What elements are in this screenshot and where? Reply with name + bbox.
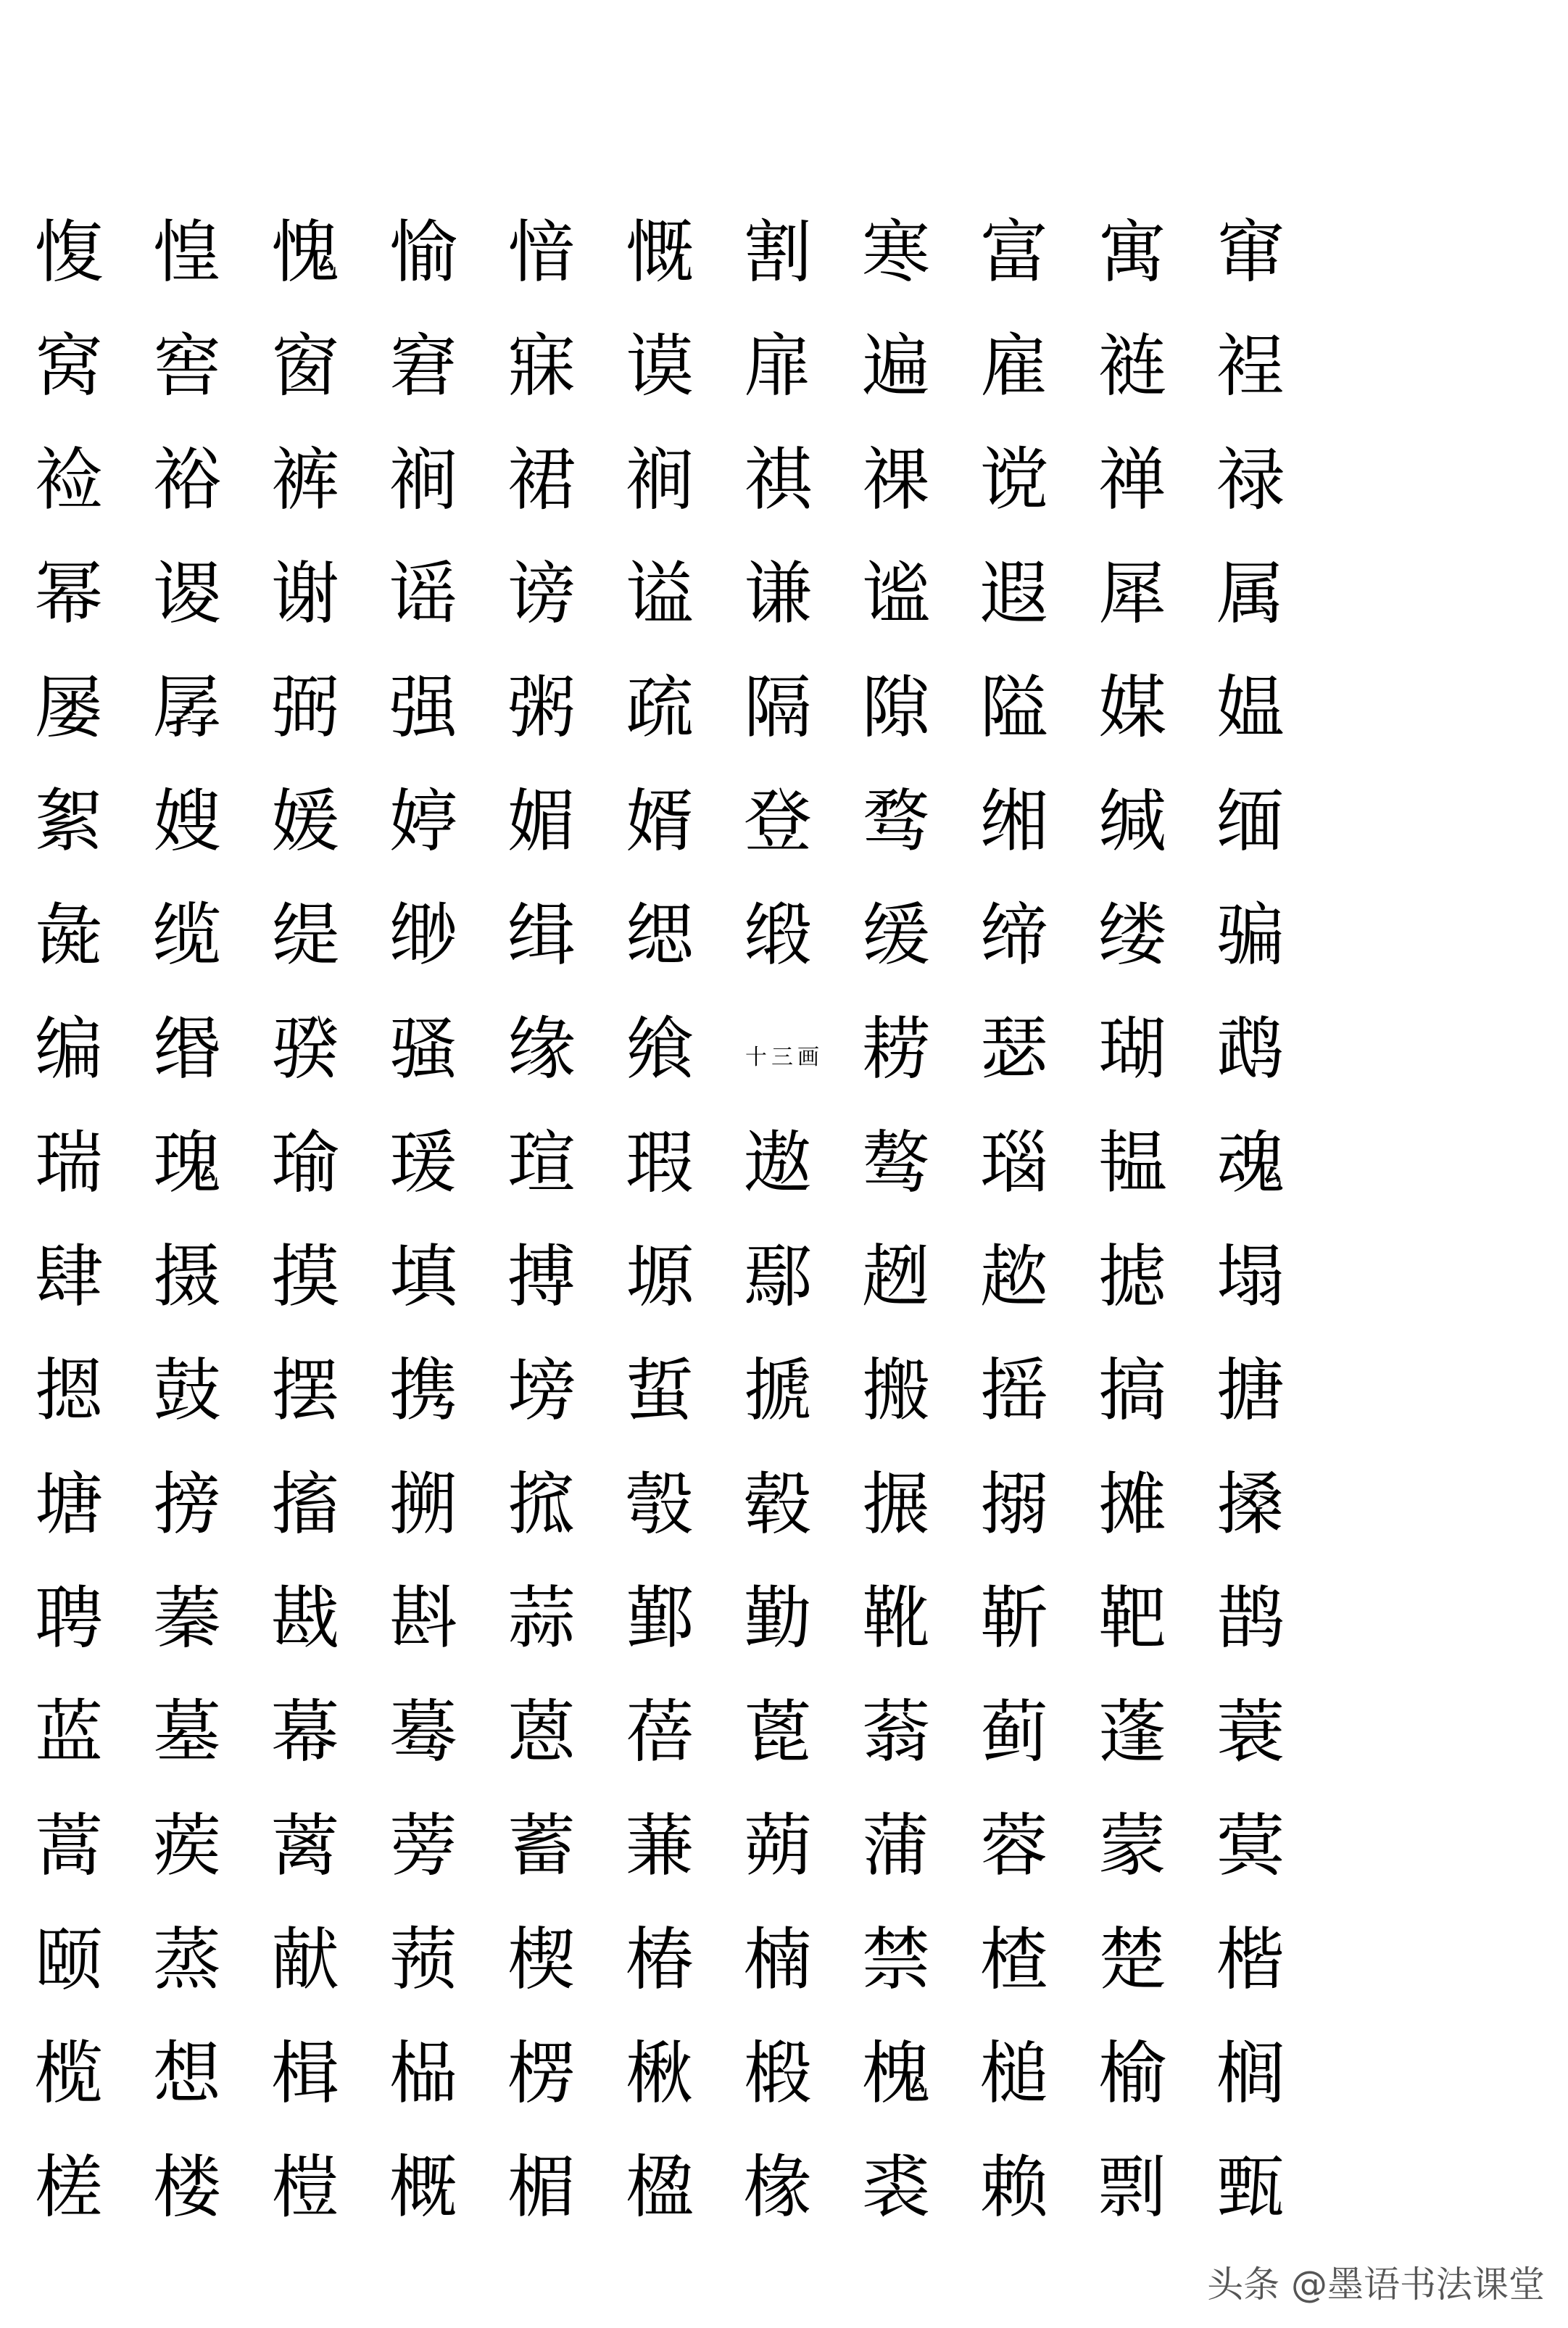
character-cell: 粥 — [507, 668, 576, 747]
character-cell: 编 — [35, 1009, 104, 1089]
character-cell: 媛 — [271, 782, 340, 861]
character-cell: 聘 — [35, 1578, 104, 1658]
character-cell: 鼓 — [153, 1351, 222, 1430]
character-cell: 趑 — [980, 1237, 1049, 1317]
character-cell: 搬 — [862, 1351, 931, 1430]
character-cell: 愔 — [507, 212, 576, 292]
character-cell: 嫂 — [153, 782, 222, 861]
character-cell: 榀 — [389, 2034, 458, 2113]
character-cell: 窝 — [35, 326, 104, 406]
character-cell: 媪 — [1216, 668, 1285, 747]
character-cell: 搡 — [1216, 1465, 1285, 1544]
character-cell: 鹊 — [1216, 1578, 1285, 1658]
character-cell: 裘 — [862, 2147, 931, 2227]
character-cell: 蒴 — [744, 1806, 813, 1886]
character-cell: 蒹 — [626, 1806, 694, 1886]
character-cell: 彘 — [35, 895, 104, 975]
character-cell: 谠 — [980, 440, 1049, 520]
character-cell: 慨 — [626, 212, 694, 292]
character-cell: 禁 — [862, 1920, 931, 2000]
character-cell: 窜 — [1216, 212, 1285, 292]
character-cell: 塝 — [507, 1351, 576, 1430]
character-cell: 絮 — [35, 782, 104, 861]
character-cell: 扉 — [744, 326, 813, 406]
character-cell: 槎 — [35, 2147, 104, 2227]
character-cell: 椴 — [744, 2034, 813, 2113]
character-cell: 椿 — [626, 1920, 694, 2000]
character-cell: 瑜 — [271, 1123, 340, 1203]
character-cell: 蒺 — [153, 1806, 222, 1886]
watermark-text: 头条 @墨语书法课堂 — [1207, 2263, 1545, 2306]
character-cell: 骜 — [862, 1123, 931, 1203]
character-cell: 蓄 — [507, 1806, 576, 1886]
character-cell: 蓁 — [153, 1578, 222, 1658]
character-cell: 楷 — [1216, 1920, 1285, 2000]
character-cell: 鄞 — [626, 1578, 694, 1658]
character-cell: 雇 — [980, 326, 1049, 406]
character-cell: 肆 — [35, 1237, 104, 1317]
character-cell: 愎 — [35, 212, 104, 292]
character-cell: 楂 — [980, 1920, 1049, 2000]
character-cell: 献 — [271, 1920, 340, 2000]
character-cell: 弼 — [271, 668, 340, 747]
character-cell: 犀 — [1098, 554, 1167, 634]
character-cell: 蒽 — [507, 1692, 576, 1772]
character-cell: 媚 — [507, 782, 576, 861]
character-cell: 蒿 — [35, 1806, 104, 1886]
character-cell: 瑰 — [153, 1123, 222, 1203]
character-cell: 惶 — [153, 212, 222, 292]
character-cell: 蓑 — [1216, 1692, 1285, 1772]
character-cell: 遐 — [980, 554, 1049, 634]
character-cell: 缅 — [1216, 782, 1285, 861]
character-cell: 摁 — [35, 1351, 104, 1430]
character-cell: 寒 — [862, 212, 931, 292]
character-cell: 蒡 — [389, 1806, 458, 1886]
character-cell: 寓 — [1098, 212, 1167, 292]
character-cell: 裎 — [1216, 326, 1285, 406]
character-cell: 摄 — [153, 1237, 222, 1317]
character-cell: 缆 — [153, 895, 222, 975]
character-cell: 靳 — [980, 1578, 1049, 1658]
character-cell: 飨 — [626, 1009, 694, 1089]
character-cell: 槐 — [862, 2034, 931, 2113]
character-cell: 谦 — [744, 554, 813, 634]
character-cell: 趔 — [862, 1237, 931, 1317]
character-cell: 搌 — [862, 1465, 931, 1544]
character-cell: 寐 — [507, 326, 576, 406]
character-cell: 塘 — [35, 1465, 104, 1544]
character-cell: 靴 — [862, 1578, 931, 1658]
character-cell: 蜇 — [626, 1351, 694, 1430]
character-cell: 楸 — [626, 2034, 694, 2113]
character-cell: 骗 — [1216, 895, 1285, 975]
character-cell: 槌 — [980, 2034, 1049, 2113]
character-cell: 谢 — [271, 554, 340, 634]
character-cell: 裢 — [1098, 326, 1167, 406]
character-cell: 蓦 — [389, 1692, 458, 1772]
character-cell: 隔 — [744, 668, 813, 747]
character-cell: 窘 — [389, 326, 458, 406]
character-cell: 蒙 — [1098, 1806, 1167, 1886]
character-cell: 强 — [389, 668, 458, 747]
character-cell: 瑙 — [980, 1123, 1049, 1203]
character-cell: 窖 — [153, 326, 222, 406]
character-cell: 属 — [1216, 554, 1285, 634]
character-cell: 搏 — [507, 1237, 576, 1317]
character-cell: 塌 — [1216, 1237, 1285, 1317]
character-cell: 祼 — [862, 440, 931, 520]
character-cell: 韫 — [1098, 1123, 1167, 1203]
character-cell: 裤 — [271, 440, 340, 520]
character-cell: 隙 — [862, 668, 931, 747]
character-cell: 蓟 — [980, 1692, 1049, 1772]
character-cell: 缔 — [980, 895, 1049, 975]
character-cell: 想 — [153, 2034, 222, 2113]
character-cell: 鹉 — [1216, 1009, 1285, 1089]
character-cell: 瑗 — [389, 1123, 458, 1203]
character-cell: 骛 — [862, 782, 931, 861]
character-cell: 椽 — [744, 2147, 813, 2227]
character-cell: 楔 — [507, 1920, 576, 2000]
character-cell: 靶 — [1098, 1578, 1167, 1658]
character-cell: 彀 — [626, 1465, 694, 1544]
character-cell: 蓝 — [35, 1692, 104, 1772]
character-cell: 楣 — [507, 2147, 576, 2227]
character-cell: 蓓 — [626, 1692, 694, 1772]
character-cell: 裥 — [626, 440, 694, 520]
character-cell: 蓂 — [1216, 1806, 1285, 1886]
character-cell: 愉 — [389, 212, 458, 292]
character-cell: 摅 — [1098, 1237, 1167, 1317]
character-cell: 楼 — [153, 2147, 222, 2227]
character-cell: 摆 — [271, 1351, 340, 1430]
character-cell: 蓣 — [389, 1920, 458, 2000]
character-cell: 塬 — [626, 1237, 694, 1317]
character-cell: 裣 — [35, 440, 104, 520]
character-cell: 裕 — [153, 440, 222, 520]
character-cell: 榄 — [35, 2034, 104, 2113]
character-cell: 携 — [389, 1351, 458, 1430]
character-cell: 楠 — [744, 1920, 813, 2000]
character-cell: 榈 — [1216, 2034, 1285, 2113]
character-cell: 谧 — [862, 554, 931, 634]
character-cell: 缉 — [507, 895, 576, 975]
character-cell: 谟 — [626, 326, 694, 406]
character-cell: 缇 — [271, 895, 340, 975]
character-cell: 瑟 — [980, 1009, 1049, 1089]
character-cell: 瑕 — [626, 1123, 694, 1203]
character-cell: 鄢 — [744, 1237, 813, 1317]
character-cell: 缈 — [389, 895, 458, 975]
character-cell: 楞 — [507, 2034, 576, 2113]
character-cell: 榿 — [271, 2147, 340, 2227]
character-cell: 摊 — [1098, 1465, 1167, 1544]
character-cell: 裙 — [507, 440, 576, 520]
character-cell: 谡 — [153, 554, 222, 634]
character-cell: 孱 — [153, 668, 222, 747]
character-cell: 剽 — [1098, 2147, 1167, 2227]
character-cell: 缕 — [1098, 895, 1167, 975]
character-cell: 摇 — [980, 1351, 1049, 1430]
character-cell: 搋 — [744, 1351, 813, 1430]
character-cell: 搞 — [1098, 1351, 1167, 1430]
character-cell: 缎 — [744, 895, 813, 975]
character-cell: 颐 — [35, 1920, 104, 2000]
character-cell: 魂 — [1216, 1123, 1285, 1203]
character-cell: 搠 — [389, 1465, 458, 1544]
character-cell: 缘 — [507, 1009, 576, 1089]
character-cell: 缄 — [1098, 782, 1167, 861]
character-cell: 屡 — [35, 668, 104, 747]
character-cell: 瑄 — [507, 1123, 576, 1203]
character-cell: 婿 — [626, 782, 694, 861]
character-cell: 勤 — [744, 1578, 813, 1658]
character-cell: 楚 — [1098, 1920, 1167, 2000]
character-cell: 割 — [744, 212, 813, 292]
character-cell: 谥 — [626, 554, 694, 634]
character-cell: 登 — [744, 782, 813, 861]
character-cell: 愧 — [271, 212, 340, 292]
character-cell: 禅 — [1098, 440, 1167, 520]
character-cell: 缗 — [153, 1009, 222, 1089]
character-cell: 蓖 — [744, 1692, 813, 1772]
character-cell: 骚 — [389, 1009, 458, 1089]
character-cell: 蓬 — [1098, 1692, 1167, 1772]
character-cell: 婷 — [389, 782, 458, 861]
character-cell: 隘 — [980, 668, 1049, 747]
character-cell: 裥 — [389, 440, 458, 520]
character-cell: 搦 — [980, 1465, 1049, 1544]
character-cell: 蓉 — [980, 1806, 1049, 1886]
character-cell: 赖 — [980, 2147, 1049, 2227]
character-cell: 摸 — [271, 1237, 340, 1317]
character-cell: 搲 — [507, 1465, 576, 1544]
character-cell: 蒸 — [153, 1920, 222, 2000]
character-cell: 搪 — [1216, 1351, 1285, 1430]
character-cell: 甄 — [1216, 2147, 1285, 2227]
character-cell: 耢 — [862, 1009, 931, 1089]
character-cell: 疏 — [626, 668, 694, 747]
character-cell: 窗 — [271, 326, 340, 406]
character-cell: 缓 — [862, 895, 931, 975]
character-cell: 遨 — [744, 1123, 813, 1203]
character-cell: 蒲 — [862, 1806, 931, 1886]
character-cell: 缌 — [626, 895, 694, 975]
character-cell: 瑞 — [35, 1123, 104, 1203]
character-cell: 填 — [389, 1237, 458, 1317]
character-grid — [23, 196, 1321, 2245]
character-cell: 概 — [389, 2147, 458, 2227]
character-cell: 媒 — [1098, 668, 1167, 747]
character-cell: 楹 — [626, 2147, 694, 2227]
character-cell: 谣 — [389, 554, 458, 634]
character-cell: 瑚 — [1098, 1009, 1167, 1089]
character-cell: 缃 — [980, 782, 1049, 861]
character-cell: 幕 — [271, 1692, 340, 1772]
character-cell: 墓 — [153, 1692, 222, 1772]
character-cell: 搐 — [271, 1465, 340, 1544]
character-cell: 斟 — [389, 1578, 458, 1658]
character-cell: 蒜 — [507, 1578, 576, 1658]
character-cell: 搒 — [153, 1465, 222, 1544]
character-cell: 禄 — [1216, 440, 1285, 520]
character-cell: 谤 — [507, 554, 576, 634]
character-cell: 祺 — [744, 440, 813, 520]
character-cell: 骙 — [271, 1009, 340, 1089]
character-cell: 蓠 — [271, 1806, 340, 1886]
character-cell: 蓊 — [862, 1692, 931, 1772]
character-cell: 幂 — [35, 554, 104, 634]
character-cell: 楫 — [271, 2034, 340, 2113]
character-cell: 毂 — [744, 1465, 813, 1544]
character-cell: 榆 — [1098, 2034, 1167, 2113]
character-cell: 遍 — [862, 326, 931, 406]
section-heading: 十三画 — [745, 1044, 824, 1070]
character-cell: 富 — [980, 212, 1049, 292]
character-cell: 戡 — [271, 1578, 340, 1658]
